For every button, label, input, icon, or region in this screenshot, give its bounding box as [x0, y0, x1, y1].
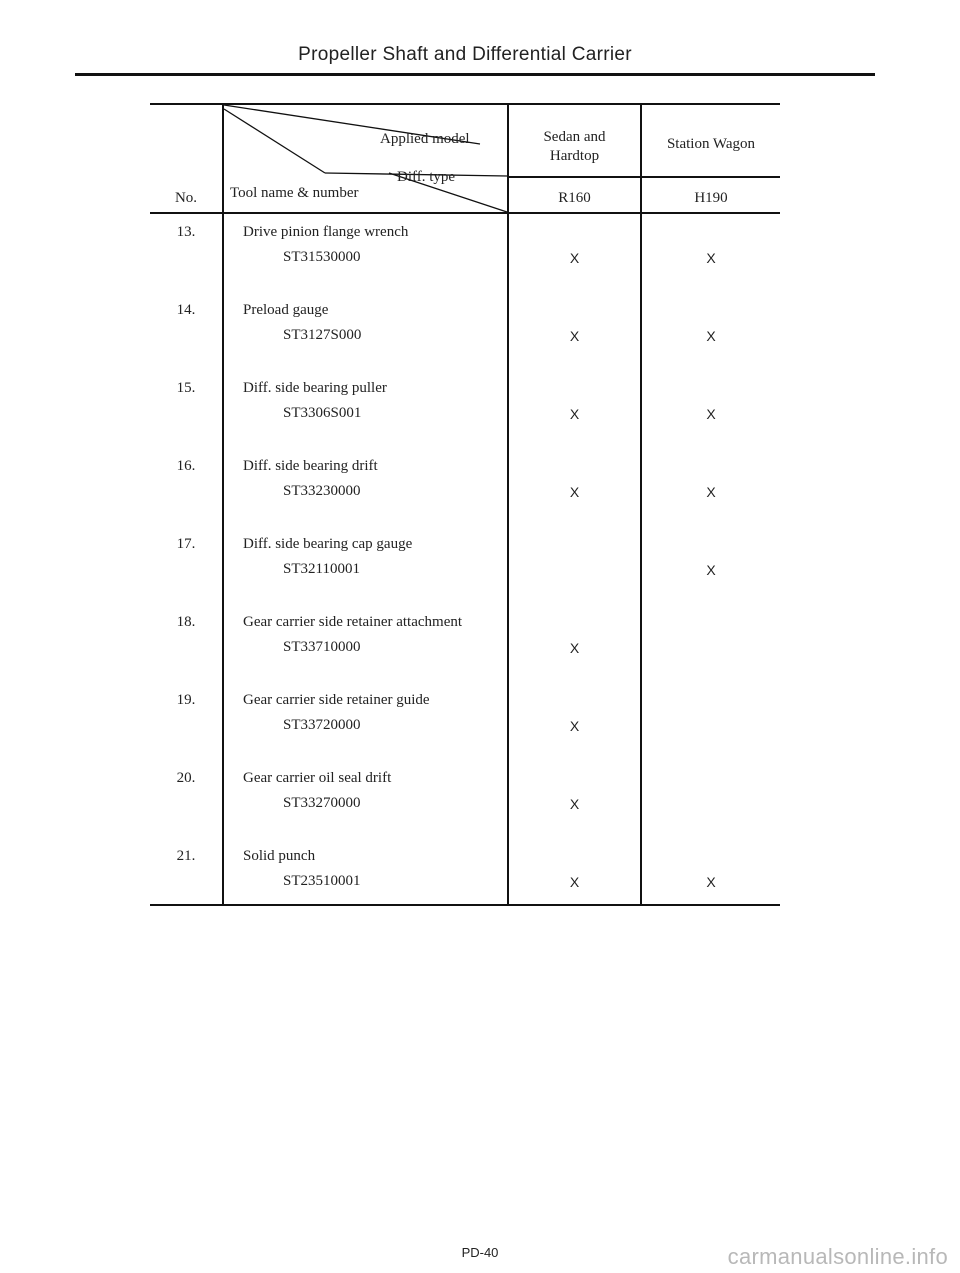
title-rule [75, 73, 875, 76]
tool-column-divider [507, 103, 509, 906]
r160-mark: X [569, 796, 580, 812]
header-no: No. [174, 190, 198, 206]
row-number: 16. [176, 458, 196, 474]
tool-number: ST23510001 [283, 873, 361, 889]
r160-mark: X [569, 718, 580, 734]
r160-mark: X [569, 250, 580, 266]
tool-number: ST33270000 [283, 795, 361, 811]
tool-number: ST32110001 [283, 561, 360, 577]
h190-mark: X [706, 328, 716, 344]
header-applied-model: Applied model [380, 131, 470, 147]
tool-name: Gear carrier side retainer attachment [243, 614, 463, 630]
tool-name: Diff. side bearing cap gauge [243, 536, 413, 552]
tool-number: ST3306S001 [283, 405, 362, 421]
tool-table [150, 103, 780, 906]
row-number: 19. [176, 692, 196, 708]
page-title: Propeller Shaft and Differential Carrier [298, 44, 632, 65]
model-column-divider [640, 103, 642, 906]
no-column-divider [222, 103, 224, 906]
table-bottom-rule [150, 904, 780, 906]
h190-mark: X [706, 562, 716, 578]
tool-name: Diff. side bearing drift [243, 458, 378, 474]
r160-mark: X [569, 406, 580, 422]
row-number: 21. [176, 848, 196, 864]
tool-number: ST3127S000 [283, 327, 362, 343]
header-h190: H190 [694, 190, 728, 206]
header-station-wagon: Station Wagon [666, 136, 756, 152]
h190-mark: X [706, 484, 716, 500]
tool-name: Solid punch [243, 848, 316, 864]
row-number: 13. [176, 224, 196, 240]
row-number: 17. [176, 536, 196, 552]
r160-mark: X [569, 328, 580, 344]
r160-mark: X [569, 484, 580, 500]
tool-number: ST33720000 [283, 717, 361, 733]
h190-mark: X [706, 406, 716, 422]
h190-mark: X [706, 250, 716, 266]
tool-name: Preload gauge [243, 302, 329, 318]
tool-number: ST33710000 [283, 639, 361, 655]
header-tool-name: Tool name & number [230, 185, 359, 201]
tool-name: Gear carrier side retainer guide [243, 692, 430, 708]
tool-name: Gear carrier oil seal drift [243, 770, 392, 786]
row-number: 20. [176, 770, 196, 786]
header-diff-type: Diff. type [397, 169, 456, 185]
row-number: 18. [176, 614, 196, 630]
watermark: carmanualsonline.info [727, 1244, 948, 1269]
model-type-divider [508, 176, 780, 178]
row-number: 15. [176, 380, 196, 396]
header-sedan-hardtop: Sedan and Hardtop [543, 129, 606, 164]
tool-number: ST31530000 [283, 249, 361, 265]
h190-mark: X [706, 874, 716, 890]
header-r160: R160 [558, 190, 591, 206]
tool-name: Drive pinion flange wrench [243, 224, 409, 240]
row-number: 14. [176, 302, 196, 318]
tool-number: ST33230000 [283, 483, 361, 499]
page-number: PD-40 [461, 1245, 499, 1260]
tool-name: Diff. side bearing puller [243, 380, 387, 396]
r160-mark: X [569, 874, 580, 890]
r160-mark: X [569, 640, 580, 656]
